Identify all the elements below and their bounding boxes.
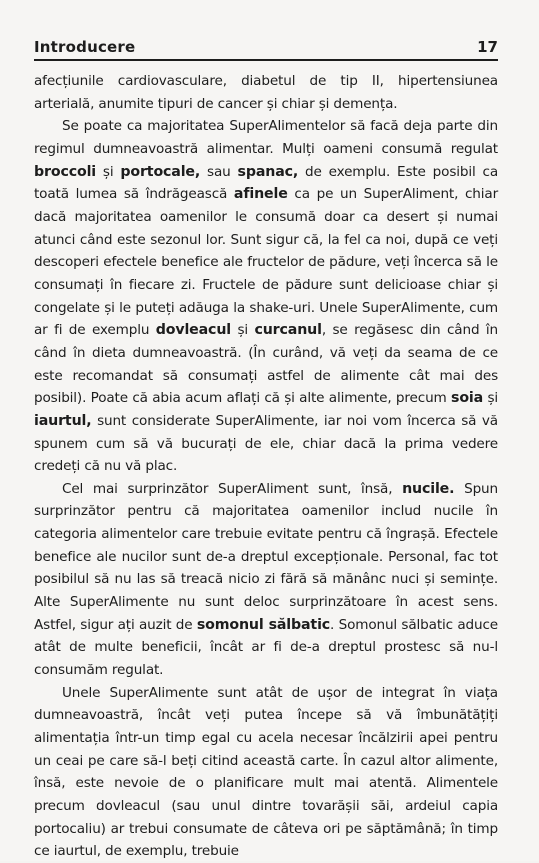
bold-term: dovleacul: [155, 322, 231, 339]
bold-term: somonul sălbatic: [196, 616, 331, 633]
paragraph: [34, 70, 498, 115]
text-run: afecțiunile cardiovasculare, diabetul de tip II, hipertensiunea arterială, anumite tipuri de cancer și chiar și demența.: [34, 73, 498, 112]
bold-term: portocale,: [120, 163, 201, 180]
paragraph: [34, 478, 498, 682]
bold-term: spanac,: [237, 163, 299, 180]
chapter-title: Introducere: [34, 38, 136, 56]
bold-term: iaurtul,: [34, 412, 92, 429]
text-run: Unele SuperAlimente sunt atât de ușor de integrat în viața dumneavoastră, încât veți putea începe să vă îmbunătățiți alimentația într-un timp egal cu acela necesar încălzirii apei pentru un ceai pe care să-l beți citind această carte. În cazul altor alimente, însă, este nevoie de o planificare mult mai atentă. Alimentele precum dovleacul (sau unul dintre tovarășii săi, ardeiul capia portocaliu) ar trebui consumate de câteva ori pe săptămână; în timp ce iaurtul, de exemplu, trebuie: [34, 684, 498, 860]
text-run: ca pe un SuperAliment, chiar dacă majoritatea oamenilor le consumă doar ca desert și numai atunci când este sezonul lor. Sunt sigur că, la fel ca noi, după ce veți descoperi efectele benefice ale fructelor de pădure, veți încerca să le consumați în fiecare zi. Fructele de pădure sunt delicioase chiar și congelate și le puteți adăuga la shake-uri. Unele SuperAlimente, cum ar fi de exemplu: [34, 186, 499, 339]
text-run: de exemplu. Este posibil ca toată lumea să îndrăgească: [34, 163, 499, 203]
paragraph: [34, 682, 498, 863]
body-text: [34, 70, 498, 863]
bold-term: afinele: [233, 186, 288, 203]
running-header: [34, 34, 498, 61]
text-run: . Somonul sălbatic aduce atât de multe beneficii, încât ar fi de-a dreptul prostesc să nu-l consumăm regulat.: [34, 616, 498, 679]
text-run: Se poate ca majoritatea SuperAlimentelor să facă deja parte din regimul dumneavoastră alimentar. Mulți oameni consumă regulat: [34, 118, 498, 157]
text-run: și: [483, 390, 499, 407]
bold-term: nucile.: [402, 480, 455, 497]
text-run: sunt considerate SuperAlimente, iar noi vom încerca să vă spunem cum să vă bucurați de ele, chiar dacă la prima vedere credeți că nu vă plac.: [34, 412, 498, 475]
paragraph: [34, 115, 498, 478]
text-run: , se regăsesc din când în când în dieta dumneavoastră. (În curând, vă veți da seama de ce este recomandat să consumați astfel de alimente cât mai des posibil). Poate că abia acum aflați că și alte alimente, precum: [34, 322, 498, 407]
bold-term: soia: [451, 390, 484, 407]
bold-term: curcanul: [254, 322, 322, 339]
text-run: și: [230, 322, 255, 339]
bold-term: broccoli: [34, 163, 96, 180]
text-run: Cel mai surprinzător SuperAliment sunt, însă,: [62, 480, 403, 497]
text-run: Spun surprinzător pentru că majoritatea oamenilor includ nucile în categoria alimentelor care trebuie evitate pentru că îngrașă. Efectele benefice ale nucilor sunt de-a dreptul excepționale. Personal, fac tot posibilul să nu las să treacă nicio zi fără să mănânc nuci și semințe. Alte SuperAlimente nu sunt deloc surprinzătoare în acest sens. Astfel, sigur ați auzit de: [34, 480, 498, 633]
page-number: 17: [477, 38, 498, 56]
text-run: sau: [200, 163, 238, 180]
text-run: și: [96, 163, 121, 180]
